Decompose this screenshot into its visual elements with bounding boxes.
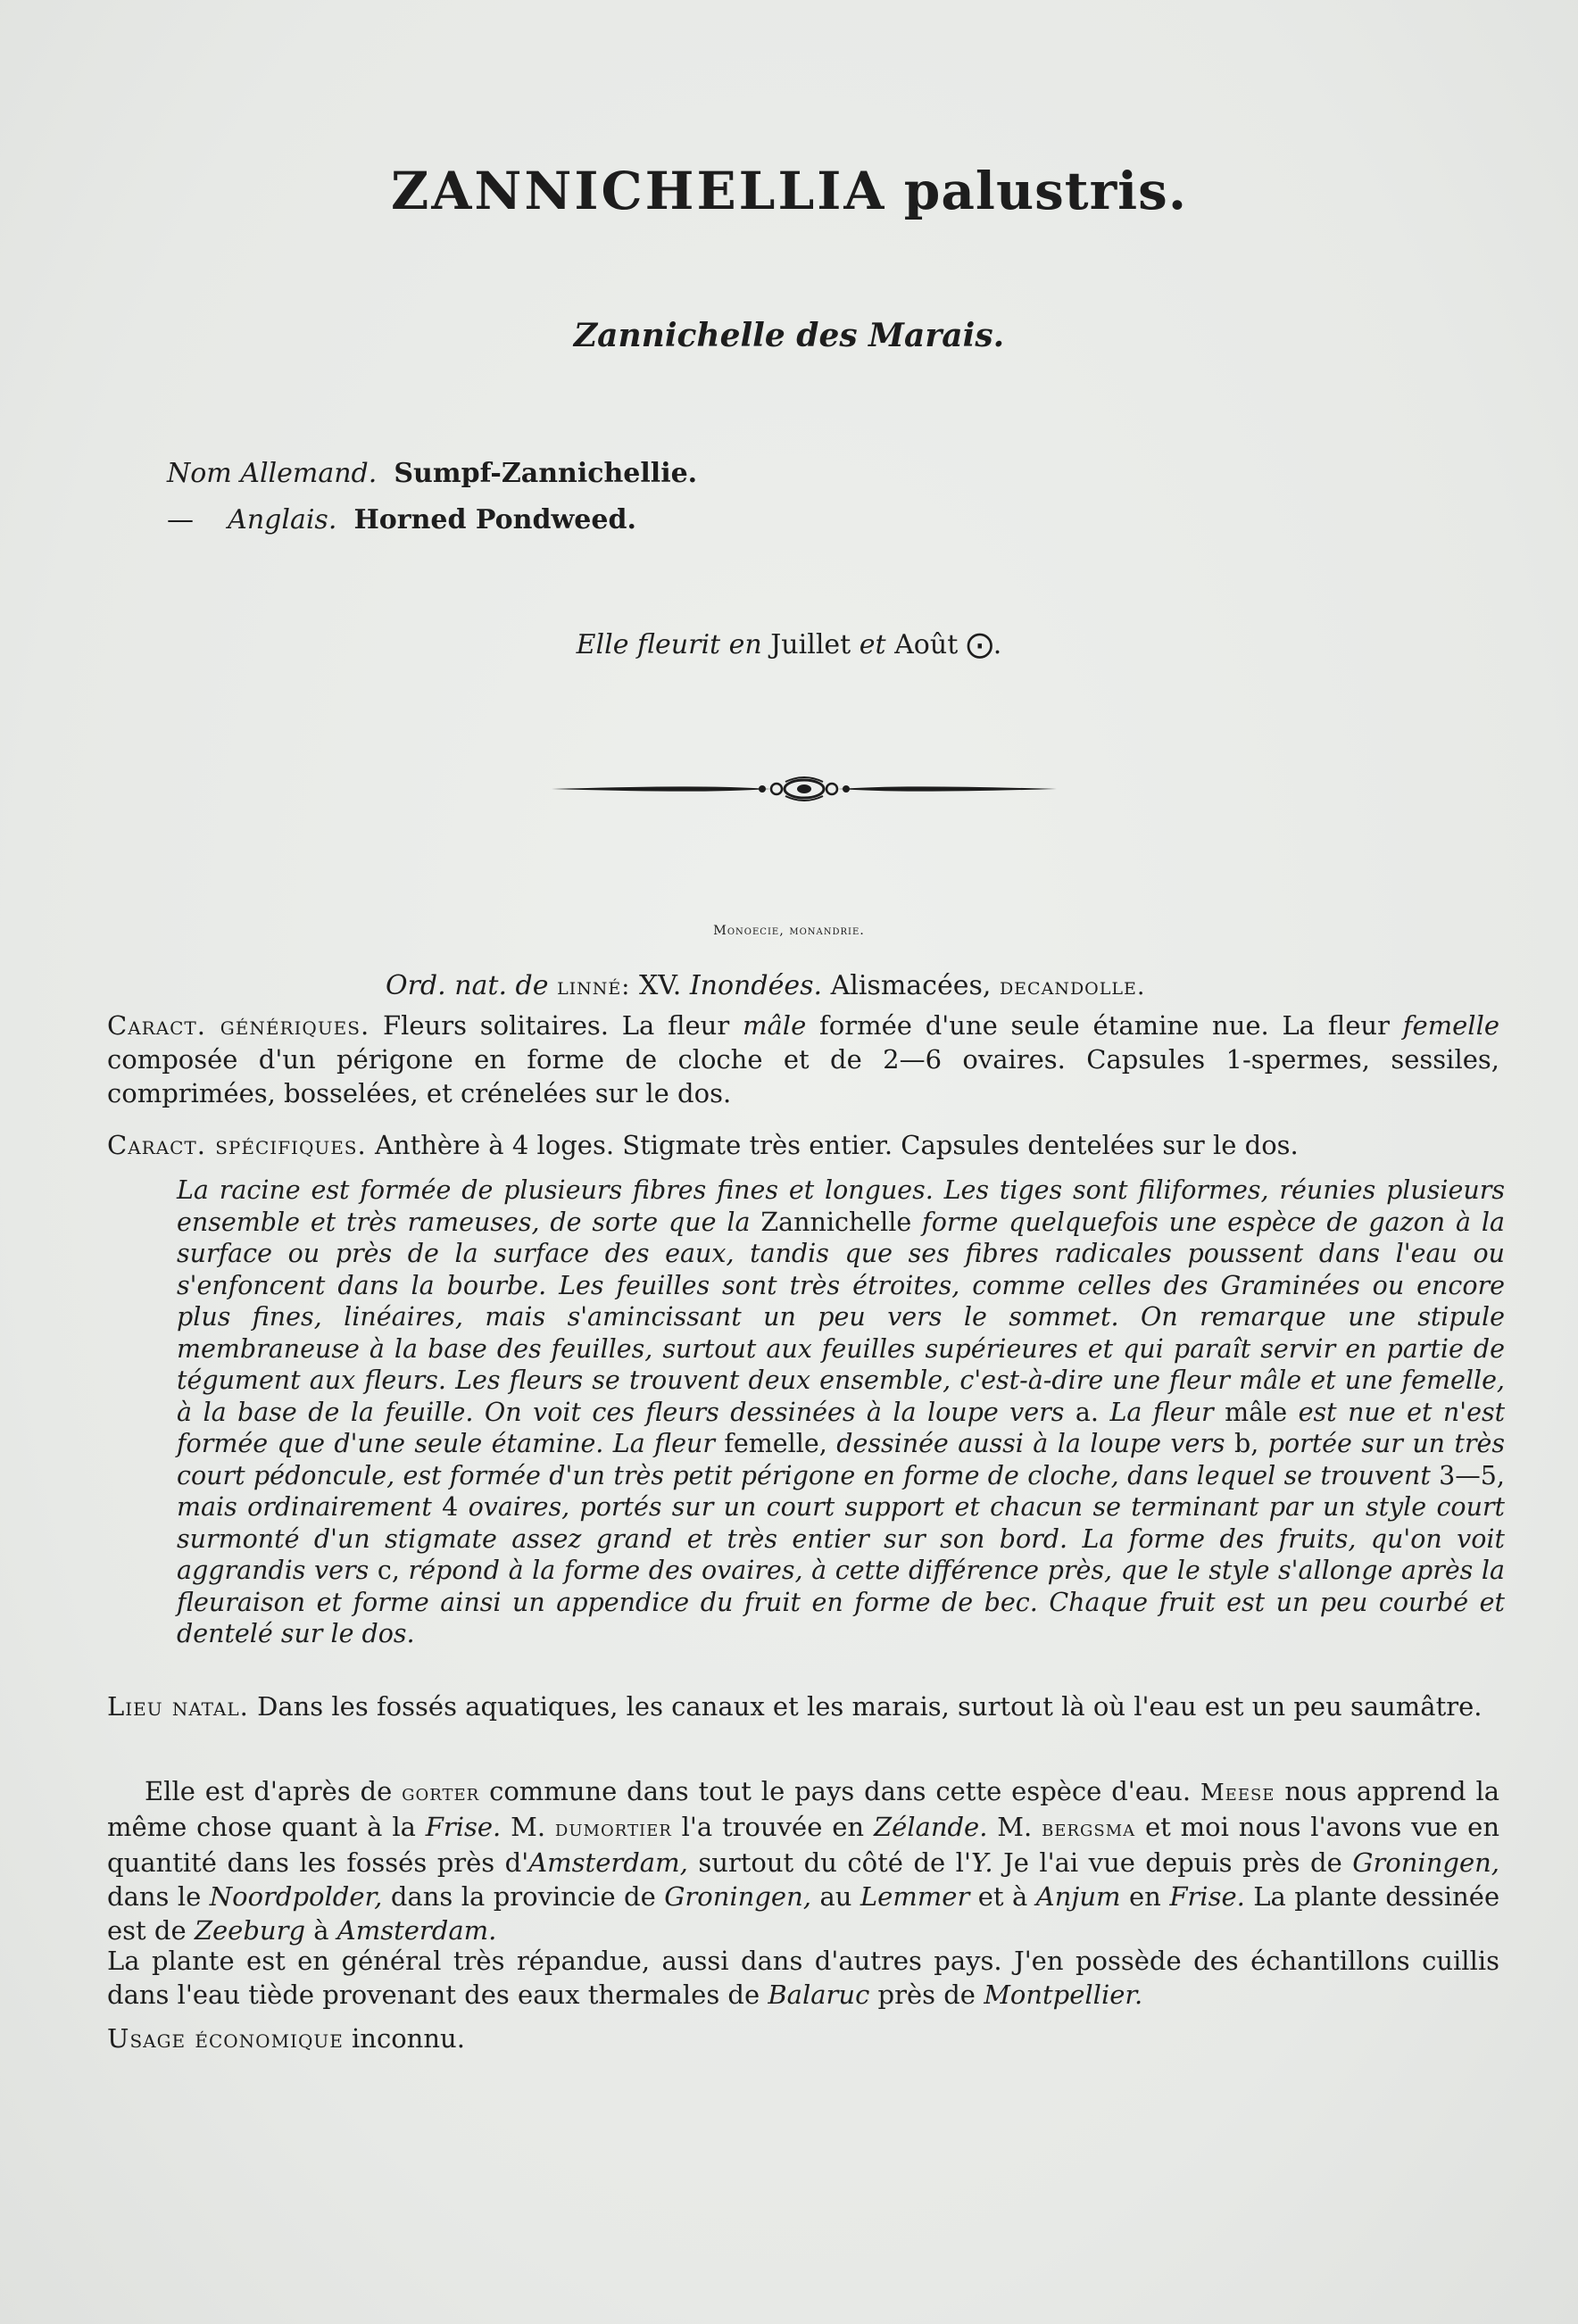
dist-text-11: dans la provincie de [390, 1881, 656, 1912]
description [177, 1174, 1505, 1650]
desc-part-9: ovaires, portés sur un court support et chacun se terminant par un style court surmonté d'un stigmate assez grand et très entier sur son bord. La forme des fruits, qu'on voit aggrandis vers [177, 1492, 1506, 1585]
general-text-2: près de [877, 1980, 976, 2010]
dist-text-16: à [313, 1915, 329, 1946]
common-name: Zannichelle des Marais. [573, 317, 1005, 354]
place-balaruc: Balaruc [768, 1980, 870, 2010]
dist-text-12: au [819, 1881, 852, 1912]
dist-text-8: surtout du côté de l' [698, 1847, 971, 1878]
flowering-month2: Août [894, 629, 959, 660]
place-lemmer: Lemmer [860, 1881, 970, 1912]
annual-symbol: ⨀. [966, 629, 1002, 660]
desc-part-1: La racine est formée de plusieurs fibres fines et longues. Les tiges sont filiformes, réunies plusieurs ensemble et très rameuses, de sorte que la [177, 1175, 1505, 1237]
dist-text-7: et moi nous l'avons vue en quantité dans les fossés près d' [107, 1812, 1500, 1878]
desc-num-4: 4 [442, 1492, 459, 1522]
dist-text-3: nous apprend la même chose quant à la [107, 1776, 1500, 1842]
natural-order [386, 970, 1145, 1001]
author-gorter: gorter [402, 1780, 480, 1806]
desc-part-3: La fleur [1109, 1397, 1214, 1427]
order-number: XV. [638, 970, 682, 1001]
desc-part-8: mais ordinairement [177, 1492, 432, 1522]
specific-text: Anthère à 4 loges. Stigmate très entier. Capsules dentelées sur le dos. [374, 1130, 1299, 1160]
ordnat-prefix: Ord. nat. de [386, 970, 549, 1001]
german-name-row [167, 451, 697, 497]
author-meese: Meese [1200, 1780, 1275, 1806]
dist-text-13: et à [977, 1881, 1028, 1912]
generic-text-3: composée d'un périgone en forme de cloche et de 2—6 ovaires. Capsules 1-spermes, sessiles, comprimées, bosselées, et crénelées sur le dos. [107, 1044, 1499, 1108]
species-name: palustris. [903, 161, 1188, 221]
generic-female: femelle [1402, 1010, 1500, 1041]
generic-text-2: formée d'une seule étamine nue. La fleur [819, 1010, 1390, 1041]
fig-label-a: a. [1075, 1397, 1099, 1427]
vernacular-names [167, 451, 697, 544]
generic-male: mâle [743, 1010, 807, 1041]
place-frise: Frise. [425, 1812, 502, 1842]
order-alismacees: Alismacées, [830, 970, 992, 1001]
habitat [107, 1689, 1499, 1723]
generic-characters [107, 1008, 1499, 1110]
usage-text: inconnu. [352, 2023, 465, 2054]
english-name-row [167, 497, 697, 544]
economic-use [107, 2021, 1499, 2055]
place-zelande: Zélande. [873, 1812, 988, 1842]
general-text-1: La plante est en général très répandue, aussi dans d'autres pays. J'en possède des échantillons cuillis dans l'eau tiède provenant des eaux thermales de [107, 1946, 1499, 2010]
dist-text-10: dans le [107, 1881, 202, 1912]
flowering-period [0, 629, 1578, 660]
dist-text-4: M. [511, 1812, 546, 1842]
desc-part-5: La fleur [612, 1429, 715, 1458]
dist-text-5: l'a trouvée en [681, 1812, 865, 1842]
specific-heading: Caract. spécifiques. [107, 1130, 367, 1160]
fig-label-b: b, [1233, 1429, 1259, 1458]
habitat-heading: Lieu natal. [107, 1691, 249, 1722]
generic-heading: Caract. génériques. [107, 1010, 370, 1041]
place-frise-2: Frise. [1169, 1881, 1245, 1912]
place-y: Y. [970, 1847, 993, 1878]
author-dumortier: dumortier [554, 1815, 672, 1842]
distribution [107, 1774, 1499, 1947]
fig-label-c: c, [377, 1556, 400, 1585]
dist-text-14: en [1129, 1881, 1161, 1912]
german-label: Nom Allemand. [167, 458, 378, 489]
place-groningen: Groningen, [1352, 1847, 1500, 1878]
dist-text-9: Je l'ai vue depuis près de [1003, 1847, 1342, 1878]
german-value: Sumpf-Zannichellie. [394, 458, 698, 489]
general-distribution [107, 1944, 1499, 2012]
dist-text-15: La plante dessinée est de [107, 1881, 1500, 1946]
flowering-conj: et [859, 629, 886, 660]
decandolle-name: decandolle. [999, 973, 1146, 1000]
desc-zannichelle: Zannichelle [760, 1207, 912, 1237]
english-label: Anglais. [228, 504, 337, 535]
place-amsterdam-2: Amsterdam. [336, 1915, 497, 1946]
place-zeeburg: Zeeburg [194, 1915, 306, 1946]
decorative-rule-icon [552, 773, 1057, 805]
desc-part-6: dessinée aussi à la loupe vers [836, 1429, 1225, 1458]
dist-text-1: Elle est d'après de [145, 1776, 393, 1806]
desc-num-range: 3—5, [1439, 1460, 1505, 1490]
ditto-dash: — [167, 504, 194, 535]
desc-part-10: répond à la forme des ovaires, à cette différence près, que le style s'allonge après la fleuraison et forme ainsi un appendice du fruit en forme de bec. Chaque fruit est un peu courbé et dentelé sur le dos. [177, 1556, 1506, 1648]
place-anjum: Anjum [1035, 1881, 1121, 1912]
desc-male: mâle [1225, 1397, 1288, 1427]
desc-part-2: forme quelquefois une espèce de gazon à la surface ou près de la surface des eaux, tandis que ses fibres radicales poussent dans l'eau ou s'enfoncent dans la bourbe. Les feuilles sont très étroites, comme celles des Graminées ou encore plus fines, linéaires, mais s'amincissant un peu vers le sommet. On remarque une stipule membraneuse à la base des feuilles, surtout aux feuilles supérieures et qui paraît servir en partie de tégument aux fleurs. Les fleurs se trouvent deux ensemble, c'est-à-dire une fleur mâle et une femelle, à la base de la feuille. On voit ces fleurs dessinées à la loupe vers [177, 1207, 1506, 1427]
author-bergsma: bergsma [1042, 1815, 1136, 1842]
generic-text-1: Fleurs solitaires. La fleur [383, 1010, 730, 1041]
usage-heading: Usage économique [107, 2023, 344, 2054]
english-value: Horned Pondweed. [353, 504, 636, 535]
page-title [0, 161, 1578, 221]
place-montpellier: Montpellier. [984, 1980, 1143, 2010]
desc-part-7: portée sur un très court pédoncule, est formée d'un très petit périgone en forme de cloche, dans lequel se trouvent [177, 1429, 1505, 1490]
flowering-prefix: Elle fleurit en [576, 629, 762, 660]
specific-characters [107, 1128, 1499, 1162]
dist-text-6: M. [997, 1812, 1033, 1842]
flowering-month1: Juillet [770, 629, 851, 660]
linnaean-class: Monoecie, monandrie. [713, 924, 865, 938]
linne-name: linné: [557, 973, 631, 1000]
place-groningen-province: Groningen, [664, 1881, 811, 1912]
genus-name: ZANNICHELLIA [390, 161, 887, 221]
habitat-text: Dans les fossés aquatiques, les canaux et les marais, surtout là où l'eau est un peu saumâtre. [257, 1691, 1482, 1722]
order-inondees: Inondées. [689, 970, 823, 1001]
place-noordpolder: Noordpolder, [209, 1881, 383, 1912]
desc-part-4: est nue et n'est formée que d'une seule étamine. [177, 1397, 1506, 1458]
place-amsterdam: Amsterdam, [528, 1847, 688, 1878]
dist-text-2: commune dans tout le pays dans cette espèce d'eau. [489, 1776, 1192, 1806]
desc-female: femelle, [724, 1429, 827, 1458]
